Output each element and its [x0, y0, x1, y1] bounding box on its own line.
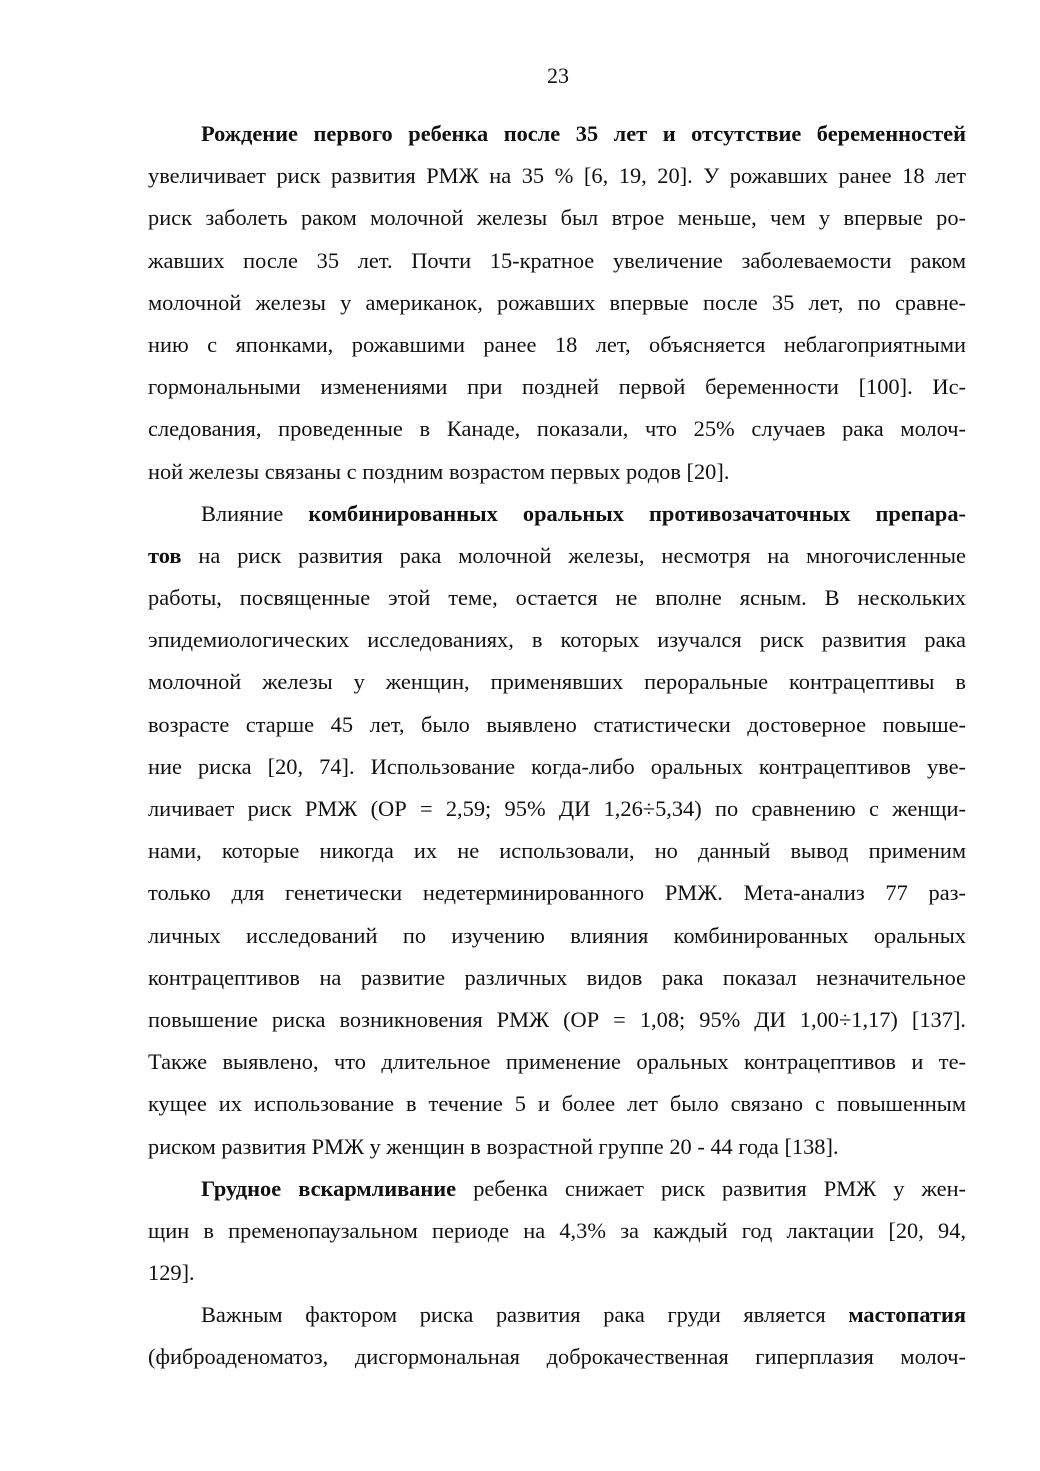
text-span: нию с японками, рожавшими ранее 18 лет, объясняется неблагоприятными: [148, 331, 966, 357]
text-line: [148, 1294, 966, 1336]
text-line: [148, 872, 966, 914]
text-span: эпидемиологических исследованиях, в которых изучался риск развития рака: [148, 627, 966, 653]
text-line: [148, 1336, 966, 1378]
text-span: нами, которые никогда их не использовали, но данный вывод применим: [148, 838, 966, 864]
text-line: [148, 1126, 966, 1168]
text-span: увеличивает риск развития РМЖ на 35 % [6, 19, 20]. У рожавших ранее 18 лет: [148, 163, 966, 189]
text-line: [148, 408, 966, 450]
text-line: [148, 999, 966, 1041]
text-span: возрасте старше 45 лет, было выявлено статистически достоверное повыше-: [148, 711, 966, 737]
text-line: [148, 197, 966, 239]
text-span: кущее их использование в течение 5 и более лет было связано с повышенным: [148, 1091, 966, 1117]
text-span: (фиброаденоматоз, дисгормональная доброкачественная гиперплазия молоч-: [148, 1344, 966, 1370]
text-line: [148, 1252, 966, 1294]
paragraph: [148, 1168, 966, 1295]
text-line: [148, 324, 966, 366]
text-span: следования, проведенные в Канаде, показали, что 25% случаев рака молоч-: [148, 416, 966, 442]
text-span: гормональными изменениями при поздней первой беременности [100]. Ис-: [148, 374, 966, 400]
text-line: [148, 535, 966, 577]
text-span: личивает риск РМЖ (ОР = 2,59; 95% ДИ 1,26÷5,34) по сравнению с женщи-: [148, 796, 966, 821]
text-span: повышение риска возникновения РМЖ (ОР = 1,08; 95% ДИ 1,00÷1,17) [137].: [148, 1006, 966, 1032]
text-line: [148, 788, 966, 830]
text-span: ние риска [20, 74]. Использование когда-либо оральных контрацептивов уве-: [148, 753, 966, 779]
text-span: ребенка снижает риск развития РМЖ у жен-: [456, 1175, 966, 1201]
text-span: только для генетически недетерминированного РМЖ. Мета-анализ 77 раз-: [148, 880, 966, 906]
text-line: [148, 240, 966, 282]
text-line: [148, 1041, 966, 1083]
text-line: [148, 451, 966, 493]
text-span: Влияние: [201, 500, 309, 526]
bold-term: тов: [148, 542, 182, 568]
bold-term: мастопатия: [848, 1302, 966, 1328]
text-line: [148, 113, 966, 155]
bold-term: комбинированных оральных противозачаточных препара-: [308, 500, 966, 526]
text-line: [148, 577, 966, 619]
text-span: щин в пременопаузальном периоде на 4,3% за каждый год лактации [20, 94,: [148, 1217, 966, 1243]
text-line: [148, 704, 966, 746]
bold-term: Грудное вскармливание: [201, 1175, 457, 1201]
text-line: [148, 1210, 966, 1252]
text-line: [148, 746, 966, 788]
text-span: молочной железы у американок, рожавших впервые после 35 лет, по сравне-: [148, 289, 966, 315]
text-line: [148, 1168, 966, 1210]
text-span: Также выявлено, что длительное применение оральных контрацептивов и те-: [148, 1049, 966, 1075]
text-span: жавших после 35 лет. Почти 15-кратное увеличение заболеваемости раком: [148, 247, 966, 273]
text-span: риском развития РМЖ у женщин в возрастной группе 20 - 44 года [138].: [148, 1133, 839, 1159]
text-line: [148, 366, 966, 408]
text-span: риск заболеть раком молочной железы был втрое меньше, чем у впервые ро-: [148, 205, 966, 231]
paragraph: [148, 1294, 966, 1378]
text-line: [148, 155, 966, 197]
text-line: [148, 619, 966, 661]
text-span: контрацептивов на развитие различных видов рака показал незначительное: [148, 964, 966, 990]
text-line: [148, 661, 966, 703]
paragraph: [148, 113, 966, 493]
text-span: личных исследований по изучению влияния комбинированных оральных: [148, 922, 966, 948]
text-span: молочной железы у женщин, применявших пероральные контрацептивы в: [148, 669, 966, 695]
text-span: работы, посвященные этой теме, остается не вполне ясным. В нескольких: [148, 585, 966, 611]
text-span: на риск развития рака молочной железы, несмотря на многочисленные: [181, 542, 966, 568]
text-line: [148, 957, 966, 999]
text-line: [148, 830, 966, 872]
text-line: [148, 493, 966, 535]
text-span: Важным фактором риска развития рака груди является: [201, 1302, 849, 1328]
text-line: [148, 915, 966, 957]
bold-term: Рождение первого ребенка после 35 лет и отсутствие беременностей: [201, 121, 966, 146]
body-text: [148, 113, 966, 1379]
text-span: 129].: [148, 1260, 195, 1286]
text-line: [148, 282, 966, 324]
paragraph: [148, 493, 966, 1168]
page-number: 23: [547, 63, 569, 88]
text-line: [148, 1083, 966, 1125]
text-span: ной железы связаны с поздним возрастом первых родов [20].: [148, 458, 730, 484]
